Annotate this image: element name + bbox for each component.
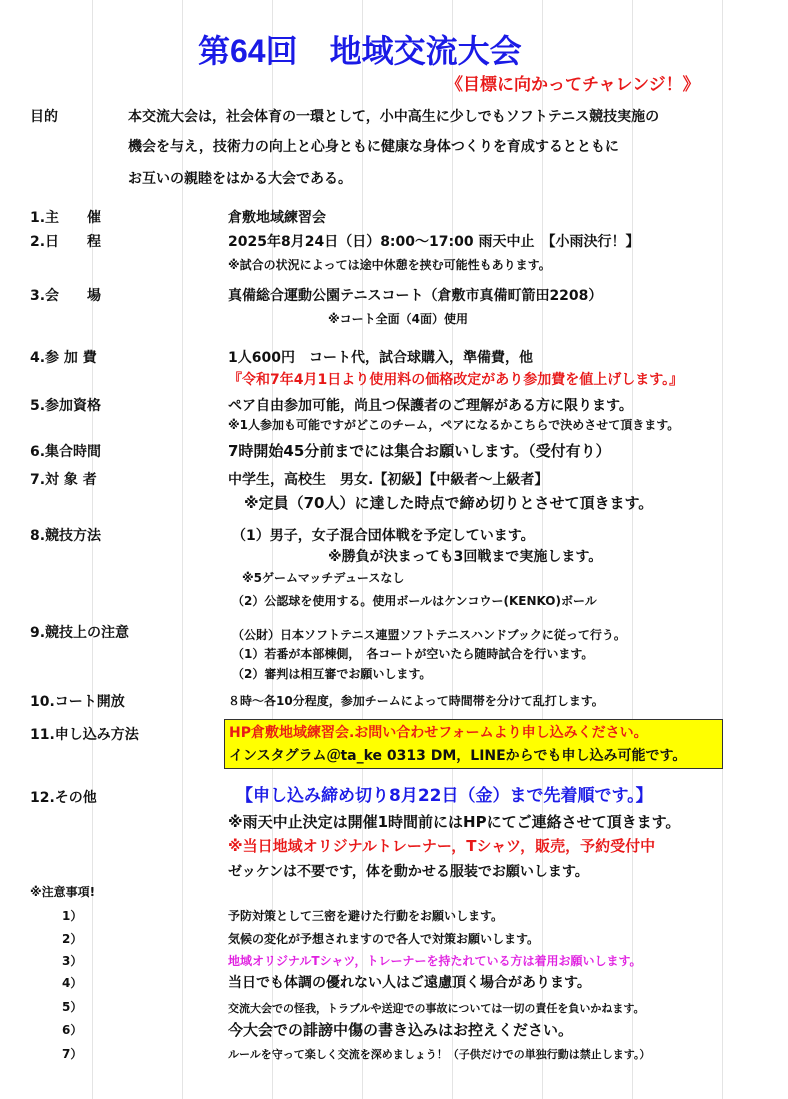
note-text: 今大会での誹謗中傷の書き込みはお控えください。 (228, 1021, 574, 1039)
schedule-value: 2025年8月24日（日）8:00〜17:00 雨天中止 【小雨決行！】 (228, 234, 640, 250)
note-text: ルールを守って楽しく交流を深めましょう！（子供だけでの単独行動は禁止します。） (228, 1048, 651, 1061)
section-label: 7.対 象 者 (30, 472, 97, 488)
section-label: 4.参 加 費 (30, 350, 97, 366)
other-line: ゼッケンは不要です，体を動かせる服装でお願いします。 (228, 864, 589, 880)
notes-label: ※注意事項! (30, 885, 96, 899)
deadline-notice: 【申し込み締め切り8月22日（金）まで先着順です。】 (236, 786, 653, 806)
venue-note: ※コート全面（4面）使用 (328, 312, 469, 326)
note-number: 1） (62, 909, 83, 923)
fee-note: 『令和7年4月1日より使用料の価格改定があり参加費を値上げします。』 (228, 372, 684, 388)
method-line: （2）公認球を使用する。使用ボールはケンコウー(KENKO)ボール (232, 594, 597, 608)
note-text: 当日でも体調の優れない人はご遠慮頂く場合があります。 (228, 975, 591, 991)
section-label: 11.申し込み方法 (30, 727, 139, 743)
venue-value: 真備総合運動公園テニスコート（倉敷市真備町箭田2208） (228, 288, 603, 304)
target-value: 中学生，高校生 男女.【初級】【中級者〜上級者】 (228, 472, 549, 488)
note-text: 気候の変化が予想されますので各人で対策お願いします。 (228, 932, 540, 946)
other-line: ※雨天中止決定は開催1時間前にはHPにてご連絡させて頂きます。 (228, 813, 681, 831)
grid-line (632, 0, 633, 1099)
target-note: ※定員（70人）に達した時点で締め切りとさせて頂きます。 (244, 494, 654, 512)
grid-line (92, 0, 93, 1099)
method-line: （1）男子，女子混合団体戦を予定しています。 (232, 528, 535, 544)
section-label: 9.競技上の注意 (30, 625, 130, 641)
court-open-value: ８時〜各10分程度，参加チームによって時間帯を分けて乱打します。 (228, 694, 604, 708)
other-line: ※当日地域オリジナルトレーナー，Tシャツ，販売，予約受付中 (228, 837, 656, 855)
note-number: 6） (62, 1023, 83, 1037)
note-text: 交流大会での怪我，トラブルや送迎での事故については一切の責任を負いかねます。 (228, 1002, 645, 1015)
method-line: ※5ゲームマッチデュースなし (242, 571, 405, 585)
organizer-value: 倉敷地域練習会 (228, 210, 326, 226)
grid-line (722, 0, 723, 1099)
eligibility-note: ※1人参加も可能ですがどこのチーム，ペアになるかこちらで決めさせて頂きます。 (228, 418, 680, 432)
eligibility-value: ペア自由参加可能，尚且つ保護者のご理解がある方に限ります。 (228, 398, 633, 414)
application-line: インスタグラム＠ta_ke 0313 DM，LINEからでも申し込み可能です。 (229, 748, 687, 764)
application-line: HP倉敷地域練習会.お問い合わせフォームより申し込みください。 (229, 725, 648, 741)
schedule-note: ※試合の状況によっては途中休憩を挟む可能性もあります。 (228, 258, 551, 272)
purpose-line: 機会を与え，技術力の向上と心身ともに健康な身体つくりを育成するとともに (128, 139, 619, 155)
note-text: 予防対策として三密を避けた行動をお願いします。 (228, 909, 504, 923)
note-text: 地域オリジナルTシャツ，トレーナーを持たれている方は着用お願いします。 (228, 954, 642, 968)
method-line: ※勝負が決まっても3回戦まで実施します。 (328, 549, 603, 565)
grid-line (182, 0, 183, 1099)
note-number: 2） (62, 932, 83, 946)
rules-line: （2）審判は相互審でお願いします。 (232, 667, 432, 681)
section-label: 3.会 場 (30, 288, 102, 304)
section-label: 10.コート開放 (30, 694, 125, 710)
section-label: 2.日 程 (30, 234, 102, 250)
rules-line: （1）若番が本部棟側， 各コートが空いたら随時試合を行います。 (232, 647, 594, 661)
fee-value: 1人600円 コート代，試合球購入，準備費，他 (228, 350, 533, 366)
note-number: 4） (62, 976, 83, 990)
note-number: 3） (62, 954, 83, 968)
section-label: 12.その他 (30, 790, 97, 806)
section-label: 1.主 催 (30, 210, 102, 226)
purpose-line: 本交流大会は，社会体育の一環として，小中高生に少しでもソフトテニス競技実施の (128, 109, 660, 125)
note-number: 5） (62, 1000, 83, 1014)
section-label: 6.集合時間 (30, 444, 102, 460)
page-title: 第64回 地域交流大会 (198, 33, 522, 69)
rules-line: （公財）日本ソフトテニス連盟ソフトテニスハンドブックに従って行う。 (232, 628, 626, 642)
page-subtitle: 《目標に向かってチャレンジ！》 (446, 75, 700, 95)
purpose-label: 目的 (30, 109, 58, 125)
purpose-line: お互いの親睦をはかる大会である。 (128, 171, 352, 187)
meeting-time-value: 7時開始45分前までには集合お願いします。（受付有り） (228, 442, 611, 460)
section-label: 5.参加資格 (30, 398, 102, 414)
note-number: 7） (62, 1047, 83, 1061)
section-label: 8.競技方法 (30, 528, 102, 544)
